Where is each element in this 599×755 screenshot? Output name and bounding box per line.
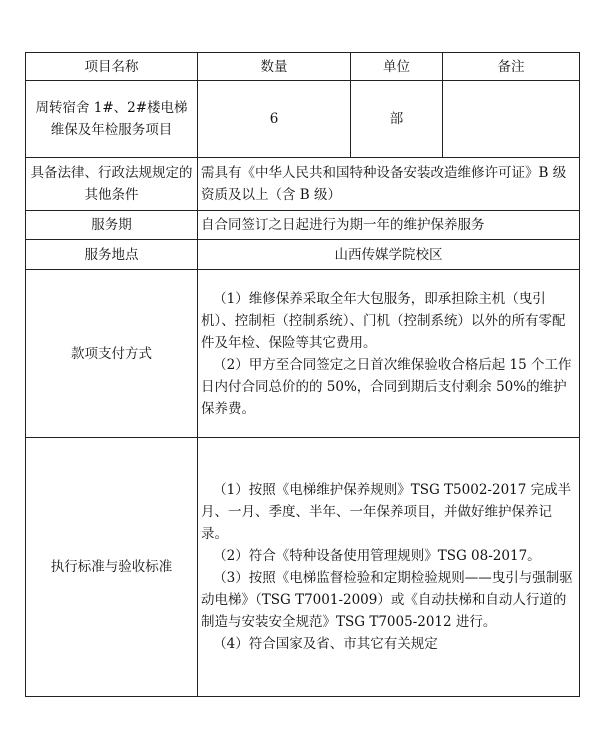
payment-paragraph-1: （1）维修保养采取全年大包服务，即承担除主机（曳引机）、控制柜（控制系统）、门机（控制系统）以外的所有零配件及年检、保险等其它费用。 xyxy=(201,290,566,351)
project-unit-cell: 部 xyxy=(351,81,443,158)
payment-label: 款项支付方式 xyxy=(26,270,198,438)
procurement-table xyxy=(25,52,580,697)
table-row-service-location xyxy=(26,240,580,270)
standards-cell xyxy=(198,438,580,697)
table-row-standards xyxy=(26,438,580,697)
project-remarks-cell xyxy=(443,81,580,158)
conditions-value: 需具有《中华人民共和国特种设备安装改造维修许可证》B 级资质及以上（含 B 级） xyxy=(198,158,580,211)
payment-terms-cell xyxy=(198,270,580,438)
table-row-project xyxy=(26,81,580,158)
standards-paragraph-3: （3）按照《电梯监督检验和定期检验规则——曳引与强制驱动电梯》（TSG T7001-2009）或《自动扶梯和自动人行道的制造与安装安全规范》TSG T7005-2012 进行。 xyxy=(201,570,573,630)
standards-paragraph-1: （1）按照《电梯维护保养规则》TSG T5002-2017 完成半月、一月、季度、半年、一年保养项目，并做好维护保养记录。 xyxy=(201,482,572,542)
header-item-name: 项目名称 xyxy=(26,53,198,81)
service-location-label: 服务地点 xyxy=(26,240,198,270)
table-row-payment xyxy=(26,270,580,438)
table-header-row xyxy=(26,53,580,81)
table-row-conditions xyxy=(26,158,580,211)
conditions-label: 具备法律、行政法规规定的其他条件 xyxy=(26,158,198,211)
project-name-cell: 周转宿舍 1#、2#楼电梯维保及年检服务项目 xyxy=(26,81,198,158)
service-period-label: 服务期 xyxy=(26,211,198,240)
table-row-service-period xyxy=(26,211,580,240)
header-quantity: 数量 xyxy=(198,53,351,81)
payment-paragraph-2: （2）甲方至合同签定之日首次维保验收合格后起 15 个工作日内付合同总价的的 50%，合同到期后支付剩余 50%的维护保养费。 xyxy=(201,356,572,417)
header-remarks: 备注 xyxy=(443,53,580,81)
standards-paragraph-2: （2）符合《特种设备使用管理规则》TSG 08-2017。 xyxy=(213,548,541,564)
project-quantity-cell: 6 xyxy=(198,81,351,158)
standards-label: 执行标准与验收标准 xyxy=(26,438,198,697)
service-location-value: 山西传媒学院校区 xyxy=(198,240,580,270)
standards-paragraph-4: （4）符合国家及省、市其它有关规定 xyxy=(213,636,438,652)
header-unit: 单位 xyxy=(351,53,443,81)
service-period-value: 自合同签订之日起进行为期一年的维护保养服务 xyxy=(198,211,580,240)
